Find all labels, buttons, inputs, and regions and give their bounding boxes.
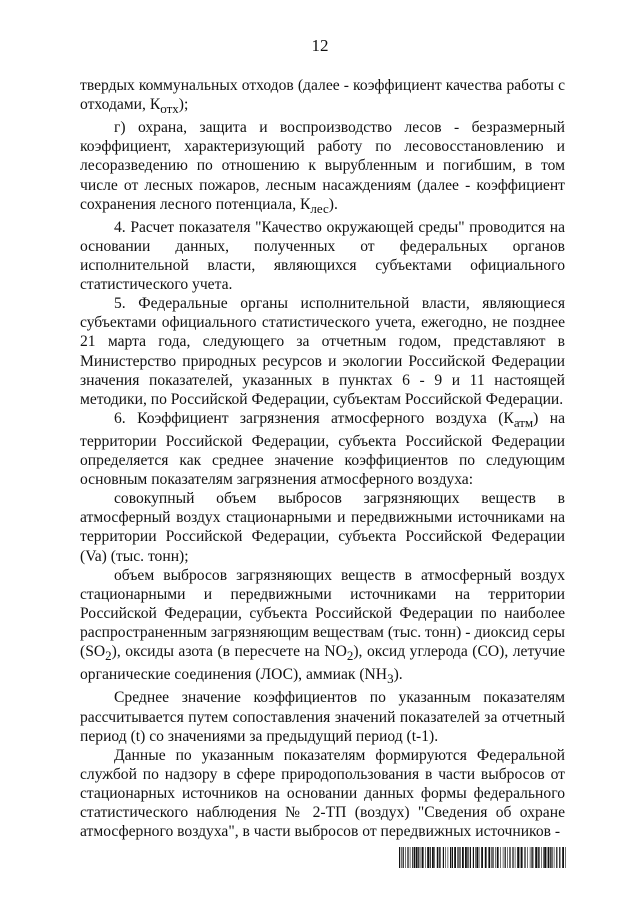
paragraph-1: твердых коммунальных отходов (далее - коэффициент качества работы с отходами, $К_{отх}$); <box>80 77 565 117</box>
paragraph-8: Среднее значение коэффициентов по указанным показателям рассчитывается путем сопоставления значений показателей за отчетный период (t) со значениями за предыдущий период (t-1). <box>80 689 565 745</box>
paragraph-9: Данные по указанным показателям формируются Федеральной службой по надзору в сфере природопользования в части выбросов от стационарных источников на основании данных формы федерального статистического наблюдения № 2-ТП (воздух) "Сведения об охране атмосферного воздуха", в части выбросов от передвижных источников - <box>80 746 565 841</box>
paragraph-7: объем выбросов загрязняющих веществ в атмосферный воздух стационарными и передвижными источниками на территории Российской Федерации, субъекта Российской Федерации по наиболее распространенным загрязняющим веществам (тыс. тонн) - диоксид серы $(SO_2)$, оксиды азота (в пересчете на $NO_2$), оксид углерода (CO), летучие органические соединения (ЛОС), аммиак $(NH_3)$. <box>80 566 565 687</box>
paragraph-3: 4. Расчет показателя "Качество окружающей среды" проводится на основании данных, полученных от федеральных органов исполнительной власти, являющихся субъектами официального статистического учета. <box>80 218 565 294</box>
document-body <box>80 76 565 841</box>
page-number: 12 <box>311 36 329 55</box>
paragraph-2: г) охрана, защита и воспроизводство лесов - безразмерный коэффициент, характеризующий работу по лесовосстановлению и лесоразведению по отношению к вырубленным и погибшим, в том числе от лесных пожаров, лесным насаждениям (далее - коэффициент сохранения лесного потенциала, $К_{лес}$). <box>80 119 565 216</box>
paragraph-6: совокупный объем выбросов загрязняющих веществ в атмосферный воздух стационарными и передвижными источниками на территории Российской Федерации, субъекта Российской Федерации (Va) (тыс. тонн); <box>80 490 565 565</box>
barcode-icon <box>399 847 567 868</box>
paragraph-4: 5. Федеральные органы исполнительной власти, являющиеся субъектами официального статистического учета, ежегодно, не позднее 21 марта года, следующего за отчетным годом, представляют в Министерство природных ресурсов и экологии Российской Федерации значения показателей, указанных в пунктах 6 - 9 и 11 настоящей методики, по Российской Федерации, субъектам Российской Федерации. <box>80 295 565 408</box>
paragraph-5: 6. Коэффициент загрязнения атмосферного воздуха $(К_{атм})$ на территории Российской Федерации, субъекта Российской Федерации определяется как среднее значение коэффициентов по следующим основным показателям загрязнения атмосферного воздуха: <box>80 409 565 489</box>
